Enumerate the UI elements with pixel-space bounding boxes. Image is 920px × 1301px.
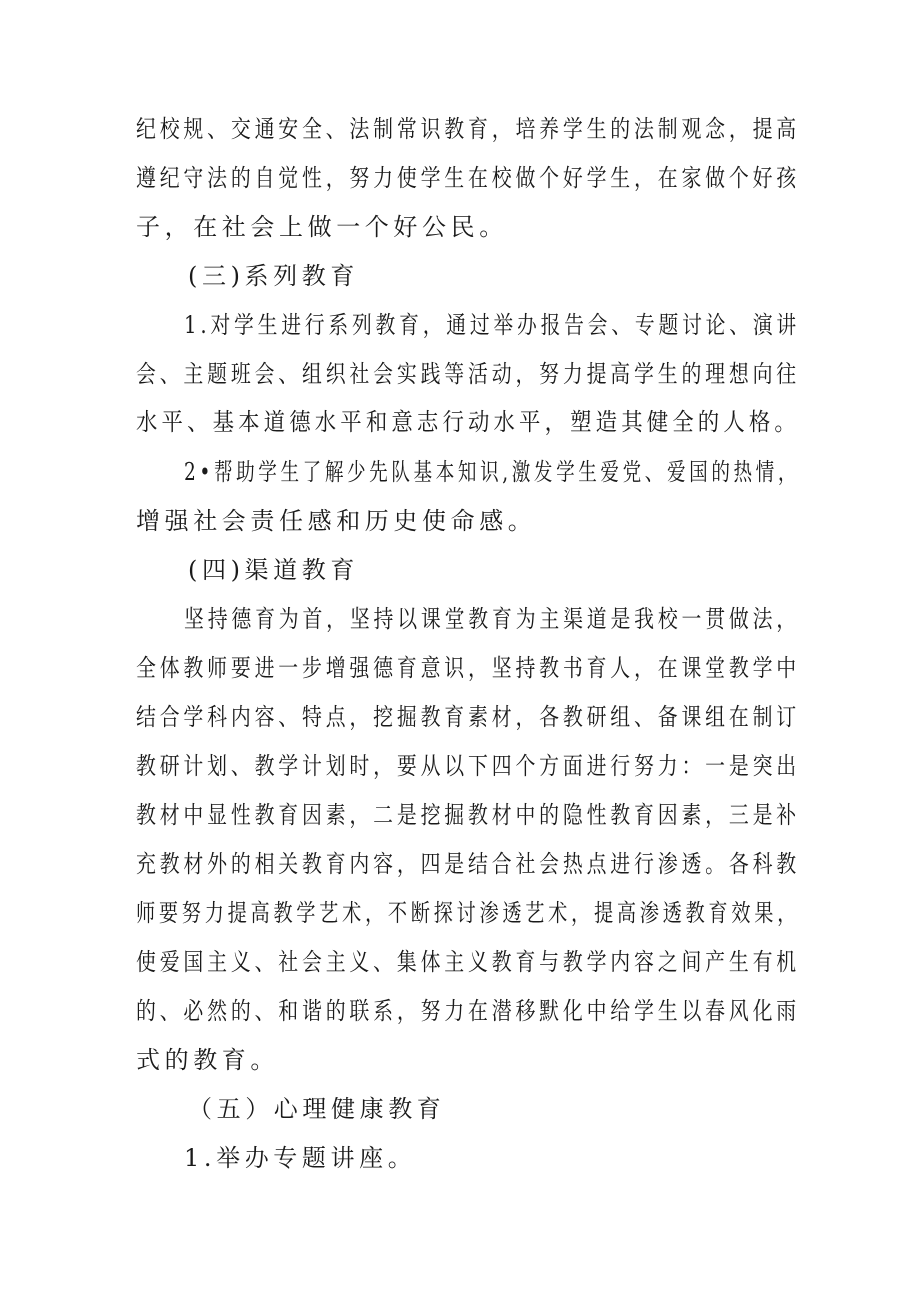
paragraph-line: 式的教育。 (136, 1046, 279, 1074)
paragraph-line: 会、主题班会、组织社会实践等活动，努力提高学生的理想向往 (136, 360, 801, 388)
paragraph-line: 坚持德育为首，坚持以课堂教育为主渠道是我校一贯做法， (184, 605, 801, 633)
paragraph-line: 2•帮助学生了解少先队基本知识,激发学生爱党、爱国的热情， (184, 458, 801, 486)
paragraph-line: 遵纪守法的自觉性，努力使学生在校做个好学生，在家做个好孩 (136, 164, 801, 192)
paragraph-line: 的、必然的、和谐的联系，努力在潜移默化中给学生以春风化雨 (136, 997, 801, 1025)
paragraph-line: 全体教师要进一步增强德育意识，坚持教书育人，在课堂教学中 (136, 654, 801, 682)
paragraph-line: 教材中显性教育因素，二是挖掘教材中的隐性教育因素，三是补 (136, 801, 801, 829)
paragraph-line: 纪校规、交通安全、法制常识教育，培养学生的法制观念，提高 (136, 115, 801, 143)
section-heading-channel-education: (四)渠道教育 (188, 556, 359, 584)
paragraph-line: 增强社会责任感和历史使命感。 (136, 507, 537, 535)
section-heading-mental-health: （五）心理健康教育 (188, 1095, 446, 1123)
paragraph-line: 充教材外的相关教育内容，四是结合社会热点进行渗透。各科教 (136, 850, 801, 878)
paragraph-line: 结合学科内容、特点，挖掘教育素材，各教研组、备课组在制订 (136, 703, 801, 731)
paragraph-line: 子，在社会上做一个好公民。 (136, 213, 508, 241)
paragraph-line: 水平、基本道德水平和意志行动水平，塑造其健全的人格。 (136, 408, 800, 436)
paragraph-line: 1.对学生进行系列教育，通过举办报告会、专题讨论、演讲 (184, 311, 800, 339)
paragraph-line: 教研计划、教学计划时，要从以下四个方面进行努力：一是突出 (136, 752, 801, 780)
paragraph-line: 1.举办专题讲座。 (184, 1144, 417, 1172)
paragraph-line: 使爱国主义、社会主义、集体主义教育与教学内容之间产生有机 (136, 948, 801, 976)
paragraph-line: 师要努力提高教学艺术，不断探讨渗透艺术，提高渗透教育效果， (136, 899, 801, 927)
section-heading-series-education: (三)系列教育 (188, 262, 359, 290)
